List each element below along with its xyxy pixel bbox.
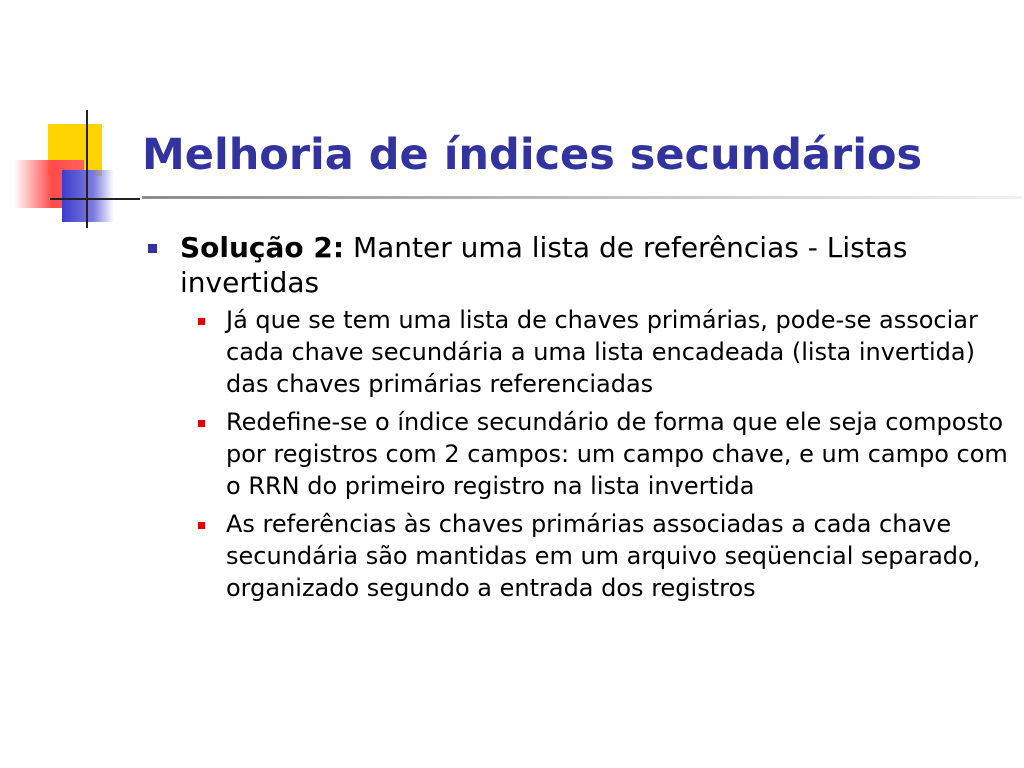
sub-point-text: Já que se tem uma lista de chaves primárias, pode-se associar cada chave secundária a uma lista encadeada (lista invertida) das chaves primárias referenciadas [226,306,978,398]
slide-content [144,230,1008,610]
main-point-label: Solução 2: [180,231,345,264]
logo-horizontal-line [50,198,140,200]
slide-title: Melhoria de índices secundários [142,130,923,180]
sub-bullet-item [144,406,1008,502]
logo-vertical-line [86,110,88,228]
title-underline [142,196,1022,199]
sub-bullet-item [144,304,1004,400]
slide-logo-decoration [0,0,150,240]
square-bullet-icon [148,244,157,253]
main-bullet-item [144,230,1004,300]
sub-bullet-list [144,304,1008,604]
main-point-text: Manter uma lista de referências - Listas invertidas [180,231,908,299]
logo-blue-square [62,170,114,222]
sub-point-text: Redefine-se o índice secundário de forma que ele seja composto por registros com 2 campos: um campo chave, e um campo com o RRN do primeiro registro na lista invertida [226,408,1008,500]
square-bullet-icon [198,318,205,325]
square-bullet-icon [198,420,205,427]
sub-bullet-item [144,508,1004,604]
square-bullet-icon [198,522,205,529]
sub-point-text: As referências às chaves primárias associadas a cada chave secundária são mantidas em um arquivo seqüencial separado, organizado segundo a entrada dos registros [226,510,981,602]
